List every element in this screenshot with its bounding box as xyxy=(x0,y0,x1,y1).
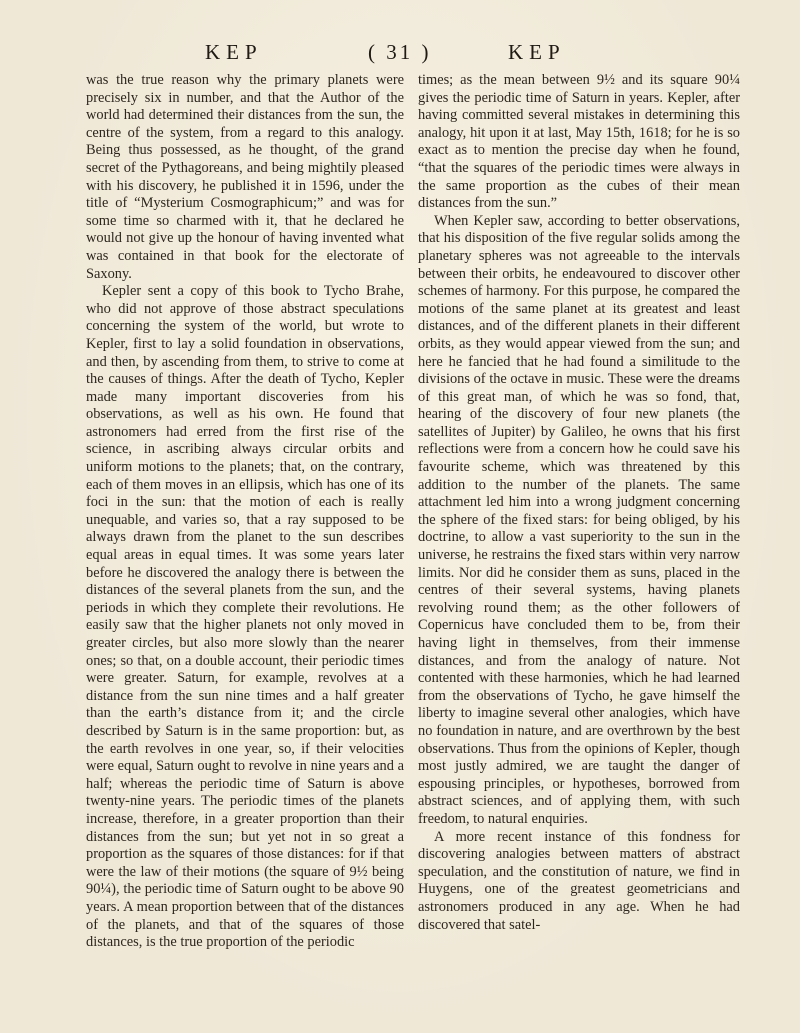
running-head-left: KEP xyxy=(205,40,263,64)
paragraph: was the true reason why the primary planets were precisely six in number, and that the Author of the world had determined their distances from the sun, the centre of the system, from a regard to this analogy. Being thus possessed, as he thought, of the grand secret of the Pythagoreans, and being mightily pleased with his discovery, he published it in 1596, under the title of “Mysterium Cosmographicum;” and was for some time so charmed with it, that he declared he would not give up the honour of having invented what was contained in that book for the electorate of Saxony. xyxy=(86,72,404,282)
left-column xyxy=(86,72,404,1017)
running-head-right: KEP xyxy=(508,40,566,64)
right-column xyxy=(418,72,740,1017)
paragraph: times; as the mean between 9½ and its square 90¼ gives the periodic time of Saturn in years. Kepler, after having committed several mistakes in determining this analogy, hit upon it at last, May 15th, 1618; for he is so exact as to mention the precise day when he found, “that the squares of the periodic times were always in the same proportion as the cubes of their mean distances from the sun.” xyxy=(418,72,740,212)
page-number: ( 31 ) xyxy=(368,40,432,64)
paragraph: When Kepler saw, according to better observations, that his disposition of the five regular solids among the planetary spheres was not agreeable to the intervals between their orbits, he endeavoured to discover other schemes of harmony. For this purpose, he compared the motions of the same planet at its greatest and least distances, and of the different planets in their different orbits, as they would appear viewed from the sun; and here he fancied that he had found a similitude to the divisions of the octave in music. These were the dreams of this great man, of which he was so fond, that, hearing of the discovery of four new planets (the satellites of Jupiter) by Galileo, he owns that his first reflections were from a concern how he could save his favourite scheme, which was threatened by this addition to the number of the planets. The same attachment led him into a wrong judgment concerning the sphere of the fixed stars: for being obliged, by his doctrine, to allow a vast superiority to the sun in the universe, he restrains the fixed stars within very narrow limits. Nor did he consider them as suns, placed in the centres of their several systems, having planets revolving round them; as the other followers of Copernicus have concluded them to be, from their having light in themselves, from their immense distances, and from the analogy of nature. Not contented with these harmonies, which he had learned from the observations of Tycho, he gave himself the liberty to imagine several other analogies, which have no foundation in nature, and are overthrown by the best observations. Thus from the opinions of Kepler, though most justly admired, we are taught the danger of espousing principles, or hypotheses, borrowed from abstract sciences, and of applying them, with such freedom, to natural enquiries. xyxy=(418,212,740,827)
running-head xyxy=(0,40,800,70)
paragraph: A more recent instance of this fondness for discovering analogies between matters of abstract speculation, and the constitution of nature, we find in Huygens, one of the greatest geometricians and astronomers produced in any age. When he had discovered that satel- xyxy=(418,828,740,933)
paragraph: Kepler sent a copy of this book to Tycho Brahe, who did not approve of those abstract speculations concerning the system of the world, but wrote to Kepler, first to lay a solid foundation in observations, and then, by ascending from them, to strive to come at the causes of things. After the death of Tycho, Kepler made many important discoveries from his observations, as well as his own. He found that astronomers had erred from the first rise of the science, in ascribing always circular orbits and uniform motions to the planets; that, on the contrary, each of them moves in an ellipsis, which has one of its foci in the sun: that the motion of each is really unequable, and varies so, that a ray supposed to be always drawn from the planet to the sun describes equal areas in equal times. It was some years later before he discovered the analogy there is between the distances of the several planets from the sun, and the periods in which they complete their revolutions. He easily saw that the higher planets not only moved in greater circles, but also more slowly than the nearer ones; so that, on a double account, their periodic times were greater. Saturn, for example, revolves at a distance from the sun nine times and a half greater than the earth’s distance from it; and the circle described by Saturn is in the same proportion: but, as the earth revolves in one year, so, if their velocities were equal, Saturn ought to revolve in nine years and a half; whereas the periodic time of Saturn is above twenty-nine years. The periodic times of the planets increase, therefore, in a greater proportion than their distances from the sun; but yet not in so great a proportion as the squares of those distances: for if that were the law of their motions (the square of 9½ being 90¼), the periodic time of Saturn ought to be above 90 years. A mean proportion between that of the distances of the planets, and that of the squares of those distances, is the true proportion of the periodic xyxy=(86,283,404,951)
